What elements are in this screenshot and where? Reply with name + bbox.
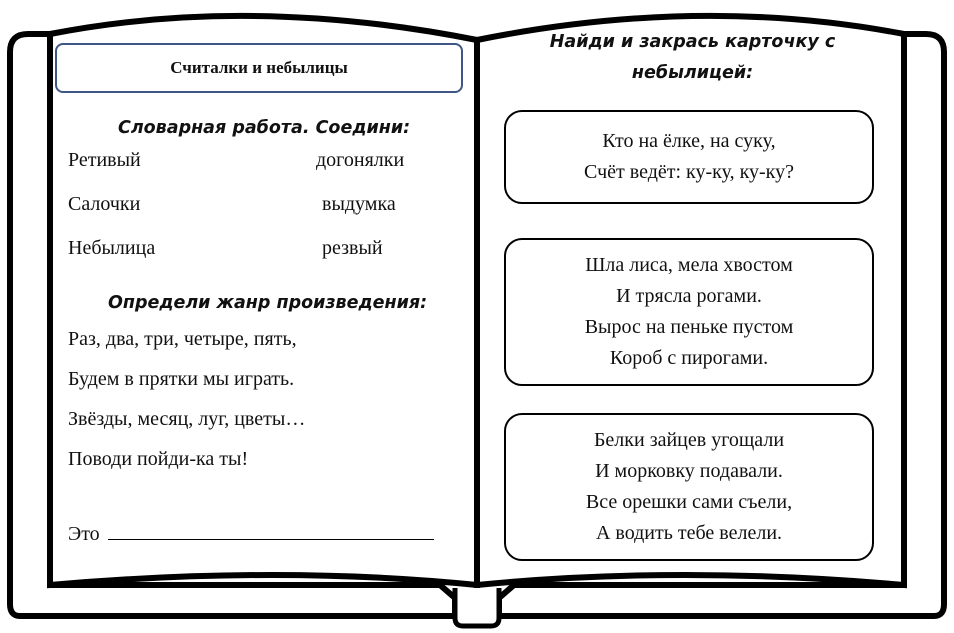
card-line: Кто на ёлке, на суку, xyxy=(602,130,776,152)
card-line: А водить тебе велели. xyxy=(595,522,783,544)
answer-label: Это xyxy=(68,523,100,545)
card-line: Все орешки сами съели, xyxy=(585,491,793,513)
task-heading-line-2: небылицей: xyxy=(631,63,754,83)
page-title-box xyxy=(55,43,463,93)
rhyme-card-1[interactable] xyxy=(504,110,874,204)
page-title: Считалки и небылицы xyxy=(170,58,348,77)
vocab-word-right: догонялки xyxy=(316,149,405,171)
card-line: И трясла рогами. xyxy=(616,285,762,307)
rhyme-card-2[interactable] xyxy=(504,238,874,386)
rhyme-card-3[interactable] xyxy=(504,413,874,561)
poem-line: Будем в прятки мы играть. xyxy=(68,368,295,390)
answer-row xyxy=(68,519,434,546)
vocab-heading: Словарная работа. Соедини: xyxy=(118,118,411,138)
poem-line: Раз, два, три, четыре, пять, xyxy=(68,328,297,350)
card-line: Шла лиса, мела хвостом xyxy=(585,254,793,276)
card-line: Счёт ведёт: ку-ку, ку-ку? xyxy=(584,161,794,183)
vocab-word-left: Салочки xyxy=(68,193,141,215)
vocab-word-right: выдумка xyxy=(322,193,396,215)
vocab-word-right: резвый xyxy=(322,237,383,259)
book-spine xyxy=(455,588,499,626)
vocab-word-left: Небылица xyxy=(68,237,156,259)
card-line: Вырос на пеньке пустом xyxy=(584,316,794,338)
card-line: Короб с пирогами. xyxy=(609,347,769,369)
card-line: Белки зайцев угощали xyxy=(593,429,785,451)
vocab-word-left: Ретивый xyxy=(68,149,141,171)
poem-line: Звёзды, месяц, луг, цветы… xyxy=(68,408,306,430)
genre-heading: Определи жанр произведения: xyxy=(108,293,428,313)
poem-line: Поводи пойди-ка ты! xyxy=(68,448,249,470)
card-line: И морковку подавали. xyxy=(595,460,783,482)
task-heading-line-1: Найди и закрась карточку с xyxy=(549,32,836,52)
answer-blank-line[interactable] xyxy=(108,519,434,540)
